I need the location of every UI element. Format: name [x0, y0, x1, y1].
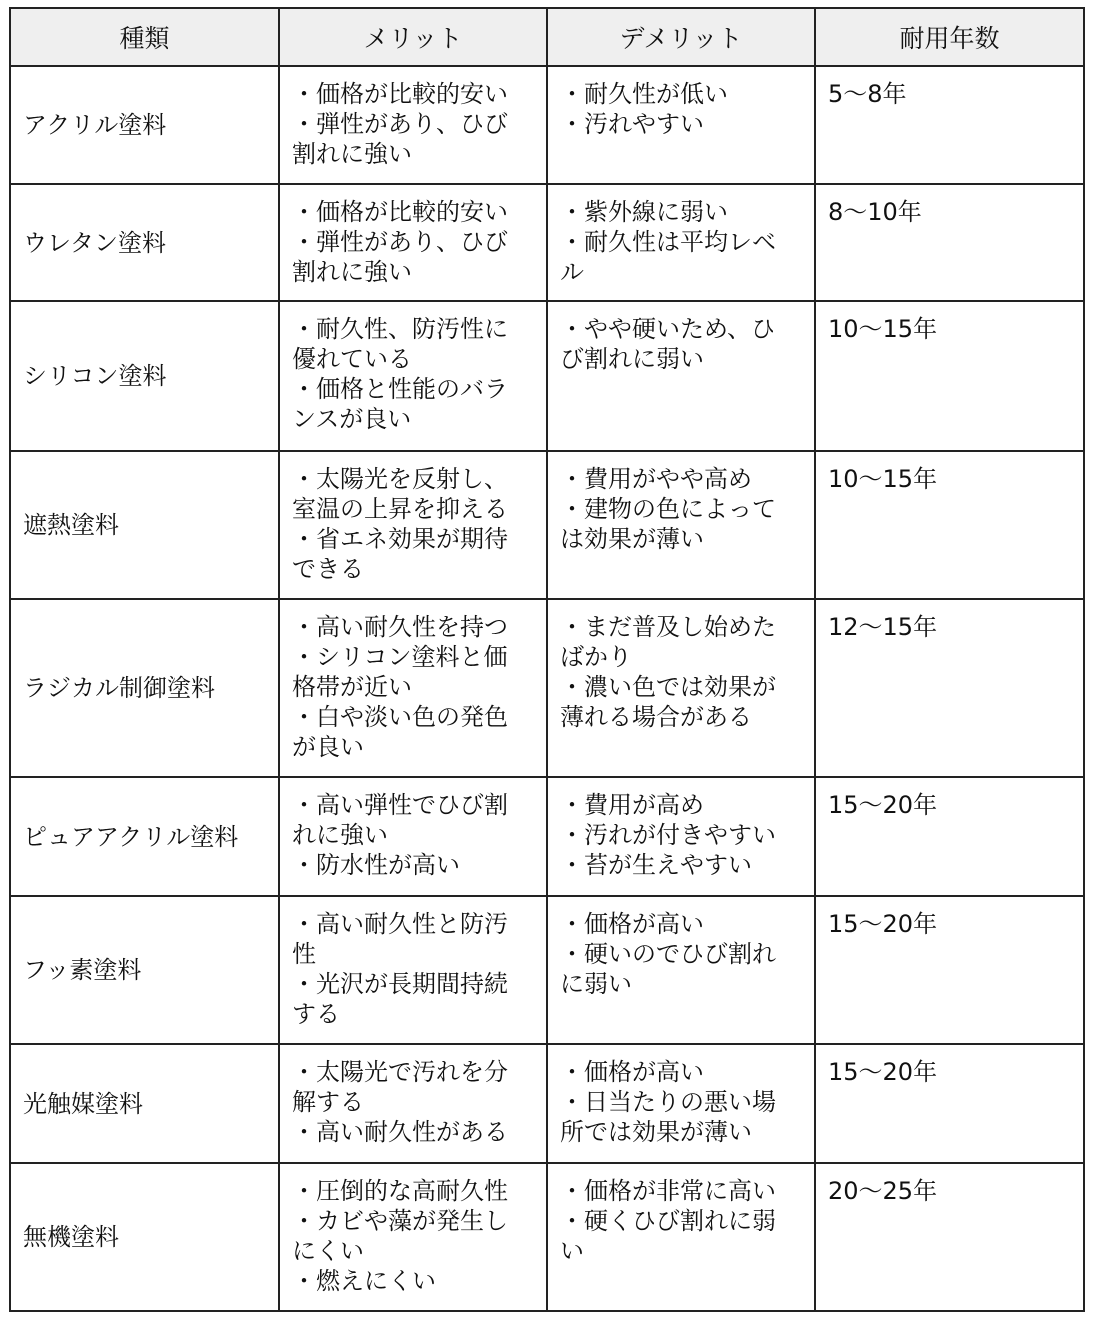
demerits-cell [547, 1163, 815, 1311]
table-body [10, 66, 1084, 1311]
demerits-cell [547, 777, 815, 896]
table-row [10, 66, 1084, 184]
table-row [10, 896, 1084, 1044]
merit-line: ・カビや藻が発生し [292, 1207, 508, 1235]
merit-line: ・太陽光で汚れを分 [292, 1058, 508, 1086]
demerit-line: ・耐久性が低い [560, 80, 728, 108]
merit-line: ・シリコン塗料と価 [292, 643, 508, 671]
paint-type-cell: ピュアアクリル塗料 [10, 777, 279, 896]
merits-cell [279, 1044, 547, 1163]
demerit-line: ・濃い色では効果が [560, 673, 776, 701]
merit-line: 優れている [292, 345, 412, 373]
merit-line: が良い [292, 733, 364, 761]
demerit-line: に弱い [560, 970, 632, 998]
demerit-line: ・苔が生えやすい [560, 851, 752, 879]
merit-line: ・高い耐久性と防汚 [292, 910, 508, 938]
table-row [10, 451, 1084, 599]
demerit-line: は効果が薄い [560, 525, 704, 553]
paint-type-cell: フッ素塗料 [10, 896, 279, 1044]
demerit-line: ・硬くひび割れに弱 [560, 1207, 776, 1235]
merit-line: 性 [292, 940, 316, 968]
header-row [10, 8, 1084, 66]
demerit-line: び割れに弱い [560, 345, 704, 373]
demerits-cell [547, 301, 815, 451]
paint-type-cell: ラジカル制御塗料 [10, 599, 279, 777]
merit-line: ・耐久性、防汚性に [292, 315, 508, 343]
service-life-cell: 5〜8年 [815, 66, 1084, 184]
merits-cell [279, 451, 547, 599]
demerit-line: ・やや硬いため、ひ [560, 315, 776, 343]
demerit-line: ・硬いのでひび割れ [560, 940, 776, 968]
merit-line: ・高い耐久性を持つ [292, 613, 508, 641]
merits-cell [279, 184, 547, 301]
paint-type-cell: 光触媒塗料 [10, 1044, 279, 1163]
merit-line: れに強い [292, 821, 388, 849]
demerit-line: ・紫外線に弱い [560, 198, 728, 226]
demerit-line: ・価格が高い [560, 910, 704, 938]
merit-line: ンスが良い [292, 405, 412, 433]
merits-cell [279, 301, 547, 451]
table-header [10, 8, 1084, 66]
demerit-line: ・費用がやや高め [560, 465, 752, 493]
header-type: 種類 [10, 8, 279, 66]
demerit-line: ・価格が高い [560, 1058, 704, 1086]
service-life-cell: 15〜20年 [815, 777, 1084, 896]
merit-line: ・高い耐久性がある [292, 1118, 508, 1146]
paint-type-cell: ウレタン塗料 [10, 184, 279, 301]
merit-line: ・燃えにくい [292, 1267, 436, 1295]
merit-line: ・弾性があり、ひび [292, 110, 508, 138]
service-life-cell: 15〜20年 [815, 896, 1084, 1044]
header-years: 耐用年数 [815, 8, 1084, 66]
merit-line: ・省エネ効果が期待 [292, 525, 508, 553]
table-row [10, 599, 1084, 777]
demerits-cell [547, 184, 815, 301]
merit-line: ・価格と性能のバラ [292, 375, 508, 403]
paint-type-cell: シリコン塗料 [10, 301, 279, 451]
merit-line: ・防水性が高い [292, 851, 460, 879]
demerit-line: ・費用が高め [560, 791, 704, 819]
paint-comparison-table [9, 7, 1085, 1312]
merit-line: する [292, 1000, 340, 1028]
merit-line: ・価格が比較的安い [292, 198, 508, 226]
service-life-cell: 8〜10年 [815, 184, 1084, 301]
demerits-cell [547, 1044, 815, 1163]
paint-type-cell: アクリル塗料 [10, 66, 279, 184]
merits-cell [279, 1163, 547, 1311]
demerit-line: ・建物の色によって [560, 495, 776, 523]
merit-line: 割れに強い [292, 258, 412, 286]
table-row [10, 1163, 1084, 1311]
merits-cell [279, 66, 547, 184]
demerits-cell [547, 66, 815, 184]
demerit-line: ・汚れやすい [560, 110, 704, 138]
service-life-cell: 10〜15年 [815, 301, 1084, 451]
demerits-cell [547, 896, 815, 1044]
demerit-line: ル [560, 258, 584, 286]
merit-line: 室温の上昇を抑える [292, 495, 508, 523]
demerit-line: ・価格が非常に高い [560, 1177, 776, 1205]
table-row [10, 301, 1084, 451]
paint-type-cell: 遮熱塗料 [10, 451, 279, 599]
merit-line: 割れに強い [292, 140, 412, 168]
demerit-line: ・耐久性は平均レベ [560, 228, 776, 256]
merit-line: ・高い弾性でひび割 [292, 791, 508, 819]
demerit-line: 薄れる場合がある [560, 703, 752, 731]
demerit-line: い [560, 1237, 584, 1265]
table-row [10, 777, 1084, 896]
demerit-line: ・日当たりの悪い場 [560, 1088, 776, 1116]
paint-type-cell: 無機塗料 [10, 1163, 279, 1311]
service-life-cell: 20〜25年 [815, 1163, 1084, 1311]
merits-cell [279, 599, 547, 777]
demerit-line: ・汚れが付きやすい [560, 821, 776, 849]
service-life-cell: 12〜15年 [815, 599, 1084, 777]
merit-line: できる [292, 555, 364, 583]
merit-line: ・弾性があり、ひび [292, 228, 508, 256]
merits-cell [279, 777, 547, 896]
merit-line: ・圧倒的な高耐久性 [292, 1177, 508, 1205]
merit-line: ・光沢が長期間持続 [292, 970, 508, 998]
merit-line: ・価格が比較的安い [292, 80, 508, 108]
header-demerits: デメリット [547, 8, 815, 66]
merits-cell [279, 896, 547, 1044]
table-row [10, 184, 1084, 301]
demerits-cell [547, 599, 815, 777]
table-row [10, 1044, 1084, 1163]
service-life-cell: 10〜15年 [815, 451, 1084, 599]
merit-line: にくい [292, 1237, 364, 1265]
demerit-line: ばかり [560, 643, 632, 671]
demerit-line: ・まだ普及し始めた [560, 613, 776, 641]
demerits-cell [547, 451, 815, 599]
merit-line: 格帯が近い [292, 673, 412, 701]
merit-line: ・白や淡い色の発色 [292, 703, 508, 731]
header-merits: メリット [279, 8, 547, 66]
merit-line: ・太陽光を反射し、 [292, 465, 508, 493]
service-life-cell: 15〜20年 [815, 1044, 1084, 1163]
merit-line: 解する [292, 1088, 364, 1116]
demerit-line: 所では効果が薄い [560, 1118, 752, 1146]
